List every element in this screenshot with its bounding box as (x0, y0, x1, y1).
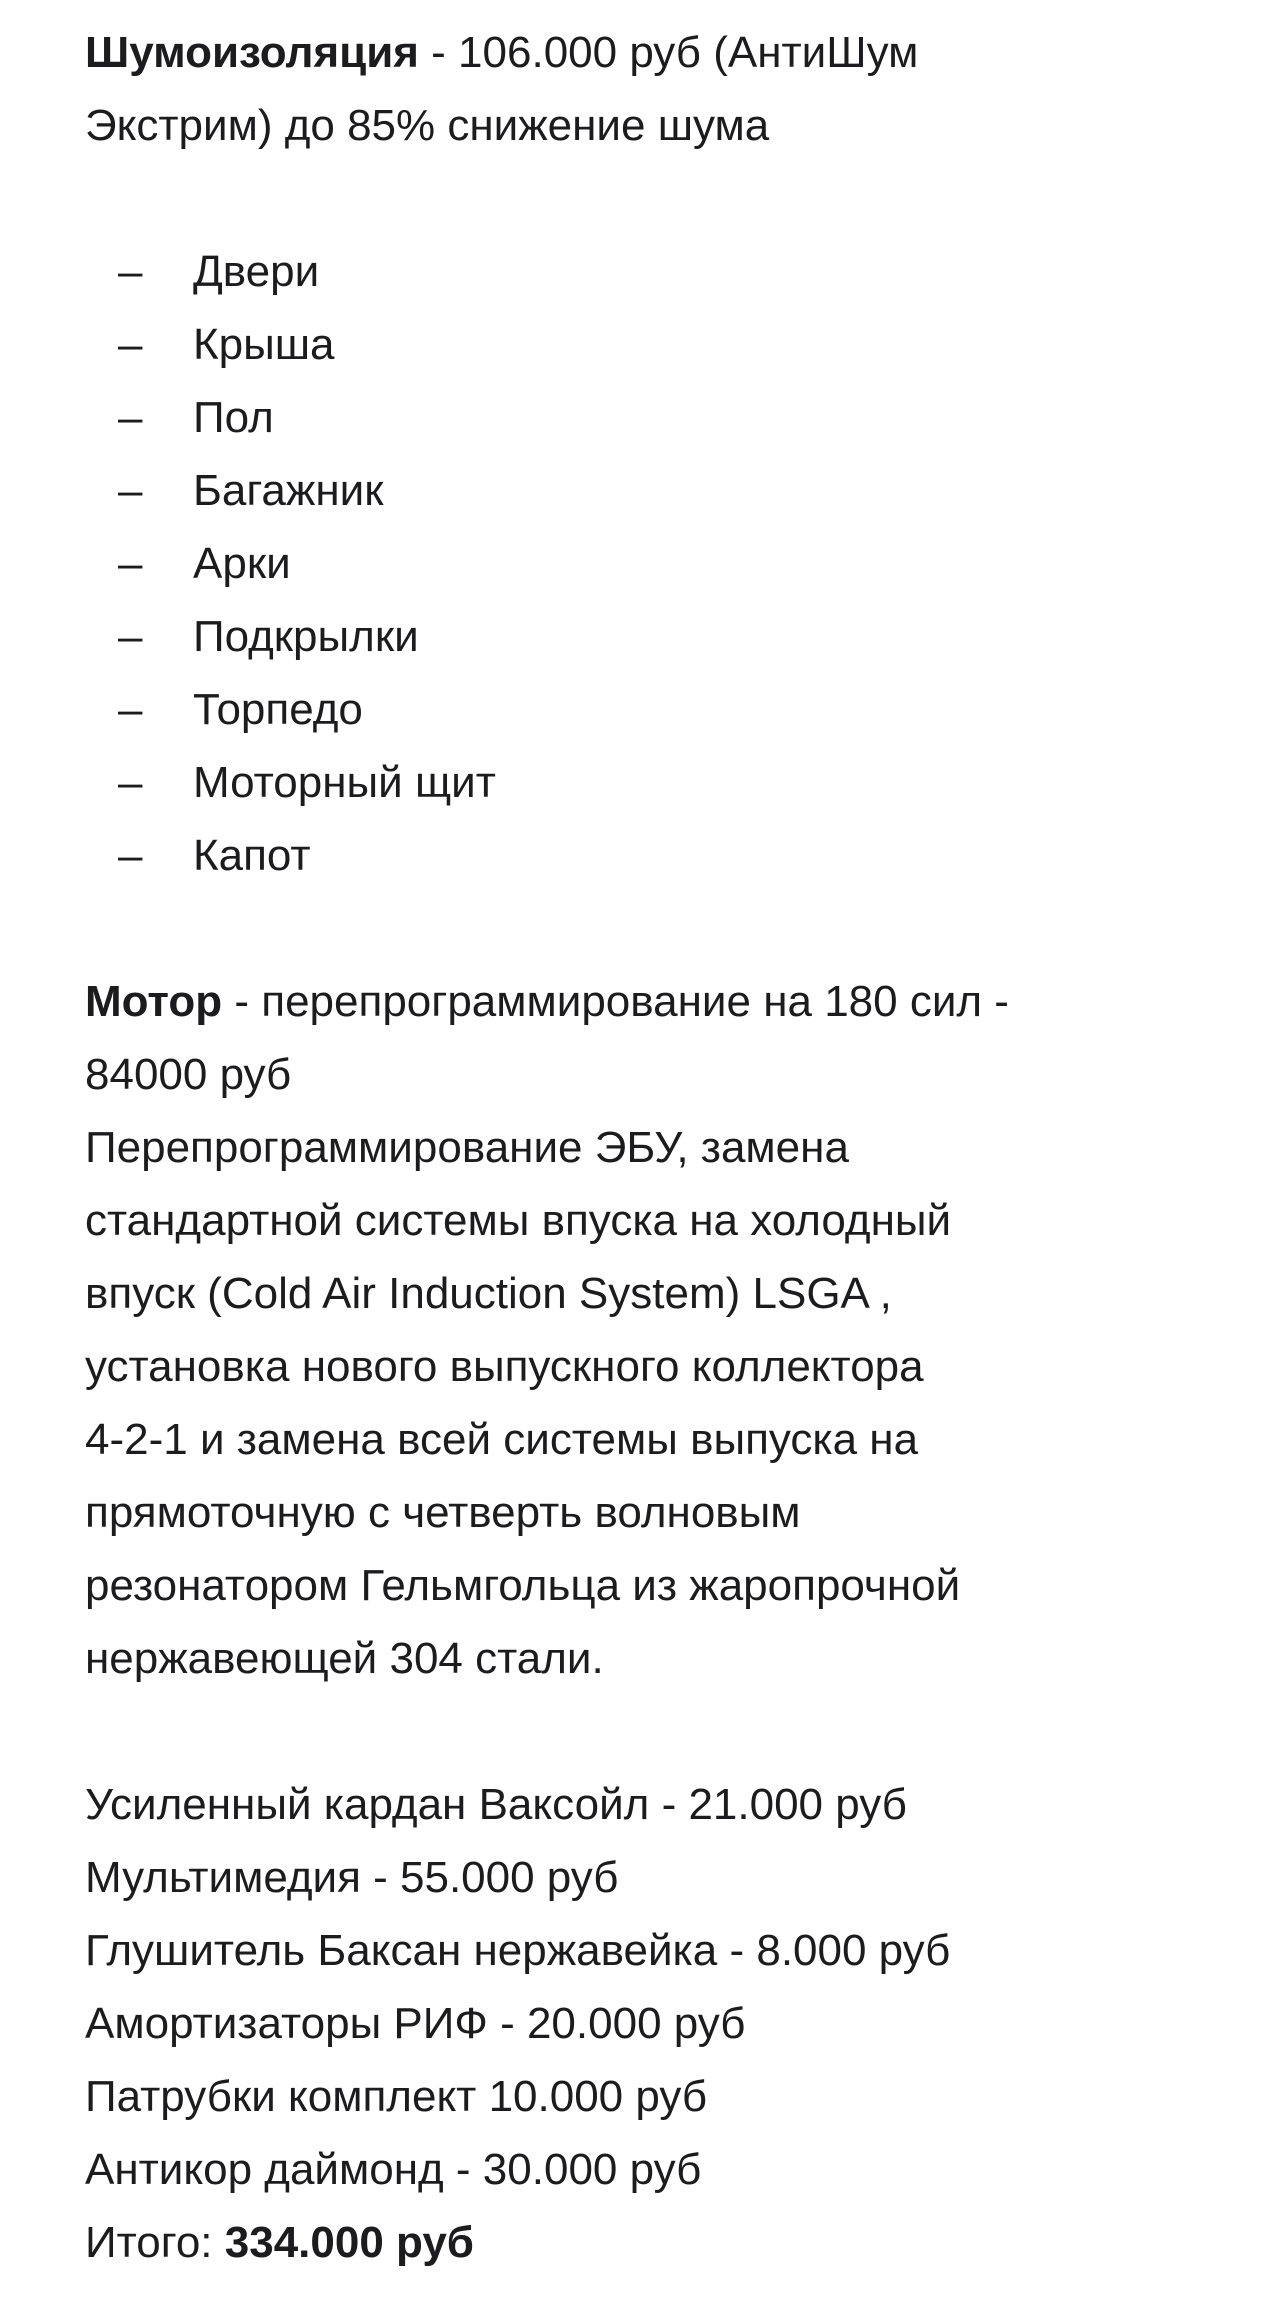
extra-item: Амортизаторы РИФ - 20.000 руб (85, 1999, 746, 2048)
list-item-label: Пол (193, 393, 274, 442)
motor-line: впуск (Cold Air Induction System) LSGA , (85, 1269, 892, 1318)
motor-line: нержавеющей 304 стали. (85, 1634, 604, 1683)
motor-summary: - перепрограммирование на 180 сил - (222, 977, 1009, 1026)
dash-bullet: – (118, 320, 143, 369)
list-item (85, 235, 1225, 308)
document (85, 0, 1225, 2279)
extra-item: Антикор даймонд - 30.000 руб (85, 2145, 702, 2194)
soundproofing-title: Шумоизоляция (85, 28, 419, 77)
extra-item: Глушитель Баксан нержавейка - 8.000 руб (85, 1926, 951, 1975)
list-item-label: Моторный щит (193, 758, 496, 807)
motor-line: прямоточную с четверть волновым (85, 1488, 801, 1537)
motor-line: установка нового выпускного коллектора (85, 1342, 924, 1391)
motor-line: 84000 руб (85, 1050, 292, 1099)
dash-bullet: – (118, 685, 143, 734)
spacer (85, 162, 1225, 235)
total-value: 334.000 руб (224, 2218, 474, 2267)
spacer (85, 1695, 1225, 1768)
list-item-label: Подкрылки (193, 612, 419, 661)
total-line (85, 2206, 1225, 2279)
list-item (85, 454, 1225, 527)
extra-item: Усиленный кардан Ваксойл - 21.000 руб (85, 1780, 907, 1829)
list-item-label: Багажник (193, 466, 384, 515)
dash-bullet: – (118, 247, 143, 296)
soundproofing-list (85, 235, 1225, 892)
dash-bullet: – (118, 393, 143, 442)
motor-line-1 (85, 965, 1225, 1038)
soundproofing-price: - 106.000 руб (АнтиШум (418, 28, 919, 77)
motor-line: Перепрограммирование ЭБУ, замена (85, 1123, 849, 1172)
extra-item: Мультимедия - 55.000 руб (85, 1853, 619, 1902)
list-item (85, 381, 1225, 454)
spacer (85, 892, 1225, 965)
dash-bullet: – (118, 466, 143, 515)
list-item-label: Капот (193, 831, 311, 880)
list-item (85, 600, 1225, 673)
dash-bullet: – (118, 612, 143, 661)
extra-item: Патрубки комплект 10.000 руб (85, 2072, 708, 2121)
list-item-label: Торпедо (193, 685, 363, 734)
motor-line: стандартной системы впуска на холодный (85, 1196, 952, 1245)
list-item (85, 819, 1225, 892)
list-item (85, 673, 1225, 746)
soundproofing-line-2: Экстрим) до 85% снижение шума (85, 101, 770, 150)
soundproofing-line-1 (85, 16, 1225, 89)
list-item-label: Двери (193, 247, 320, 296)
list-item (85, 308, 1225, 381)
motor-line: резонатором Гельмгольца из жаропрочной (85, 1561, 961, 1610)
motor-line: 4-2-1 и замена всей системы выпуска на (85, 1415, 919, 1464)
dash-bullet: – (118, 539, 143, 588)
list-item (85, 527, 1225, 600)
motor-title: Мотор (85, 977, 223, 1026)
list-item-label: Крыша (193, 320, 335, 369)
total-label: Итого: (85, 2218, 225, 2267)
dash-bullet: – (118, 831, 143, 880)
list-item-label: Арки (193, 539, 291, 588)
dash-bullet: – (118, 758, 143, 807)
list-item (85, 746, 1225, 819)
